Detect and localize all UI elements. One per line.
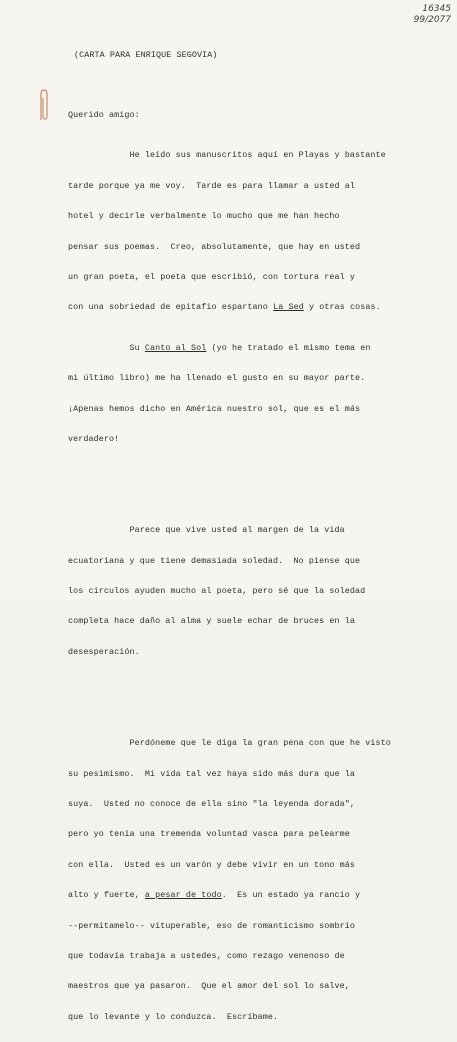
title-canto-al-sol: Canto al Sol — [144, 342, 207, 353]
p2-line-1: Su Canto al Sol (yo he tratado el mismo tema en — [129, 342, 371, 353]
p2-line-3: ¡Apenas hemos dicho en América nuestro sol, que es el más — [68, 403, 361, 414]
p3-line-2: ecuatoriana y que tiene demasiada soledad. No piense que — [68, 555, 361, 566]
p4-line-3: suya. Usted no conoce de ella sino "la leyenda dorada", — [68, 799, 356, 810]
salutation: Querido amigo: — [68, 110, 140, 120]
p2-line-4: verdadero! — [68, 433, 120, 444]
p1-line-5: un gran poeta, el poeta que escribió, con tortura real y — [68, 271, 356, 282]
letter-title: (CARTA PARA ENRIQUE SEGOVIA) — [74, 50, 218, 60]
p4-line-8: que todavía trabaja a ustedes, como rezago venenoso de — [68, 950, 345, 961]
archive-number-line-1: 16345 — [422, 4, 451, 14]
p4-line-2: su pesimismo. Mi vida tal vez haya sido más dura que la — [68, 768, 356, 779]
letter-body — [68, 90, 391, 1042]
p1-line-3: hotel y decirle verbalmente lo mucho que me han hecho — [68, 211, 340, 222]
p4-line-10: que lo levante y lo conduzca. Escríbame. — [68, 1011, 279, 1022]
archive-number — [414, 4, 451, 26]
p4-line-4: pero yo tenía una tremenda voluntad vasca para pelearme — [68, 829, 350, 840]
paper-clip-mark — [37, 88, 51, 122]
archive-number-line-2: 99/2077 — [413, 15, 451, 25]
p1-line-6: con una sobriedad de epitafio espartano La Sed y otras cosas. — [68, 302, 381, 313]
p4-line-1: Perdóneme que le diga la gran pena con que he visto — [129, 738, 391, 749]
p3-line-5: desesperación. — [68, 646, 140, 657]
title-la-sed: La Sed — [273, 302, 304, 313]
p3-line-4: completa hace daño al alma y suele echar de bruces en la — [68, 616, 356, 627]
p4-line-5: con ella. Usted es un varón y debe vivir en un tono más — [68, 859, 356, 870]
p4-line-6: alto y fuerte, a pesar de todo. Es un estado ya rancio y — [68, 890, 361, 901]
p1-line-2: tarde porque ya me voy. Tarde es para llamar a usted al — [68, 180, 356, 191]
p4-line-9: maestros que ya pasaron. Que el amor del sol lo salve, — [68, 981, 350, 992]
p1-line-1: He leído sus manuscritos aquí en Playas y bastante — [129, 150, 386, 161]
p3-line-1: Parece que vive usted al margen de la vida — [129, 525, 345, 536]
phrase-a-pesar-de-todo: a pesar de todo — [144, 890, 222, 901]
p1-line-4: pensar sus poemas. Creo, absolutamente, que hay en usted — [68, 241, 361, 252]
p2-line-2: mi último libro) me ha llenado el gusto en su mayor parte. — [68, 373, 366, 384]
p4-line-7: --permítamelo-- vituperable, eso de romanticismo sombrío — [68, 920, 356, 931]
p3-line-3: los círculos ayuden mucho al poeta, pero sé que la soledad — [68, 586, 366, 597]
